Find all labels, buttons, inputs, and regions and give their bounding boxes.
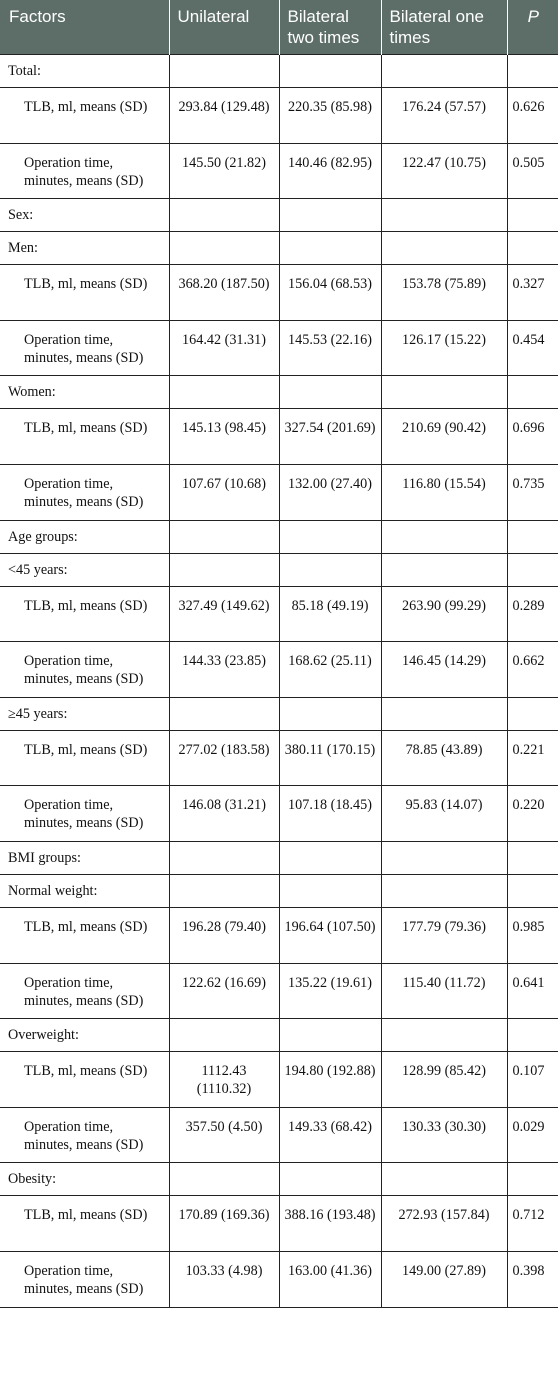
p-value-cell: 0.985 bbox=[507, 907, 558, 963]
p-value-cell: 0.398 bbox=[507, 1251, 558, 1307]
bilateral-one-cell: 95.83 (14.07) bbox=[381, 786, 507, 842]
bilateral-one-cell: 116.80 (15.54) bbox=[381, 464, 507, 520]
bilateral-two-cell bbox=[279, 697, 381, 730]
section-row bbox=[0, 199, 558, 232]
unilateral-cell bbox=[169, 376, 279, 409]
p-value-cell bbox=[507, 874, 558, 907]
p-value-cell bbox=[507, 841, 558, 874]
bilateral-two-cell bbox=[279, 376, 381, 409]
p-value-cell bbox=[507, 1163, 558, 1196]
section-label: Normal weight: bbox=[0, 874, 169, 907]
section-row bbox=[0, 553, 558, 586]
table-row bbox=[0, 907, 558, 963]
factor-label: TLB, ml, means (SD) bbox=[0, 1052, 169, 1108]
bilateral-one-cell bbox=[381, 376, 507, 409]
p-value-cell bbox=[507, 199, 558, 232]
factor-label: Operation time, minutes, means (SD) bbox=[0, 320, 169, 376]
bilateral-one-cell bbox=[381, 1163, 507, 1196]
bilateral-two-cell: 156.04 (68.53) bbox=[279, 265, 381, 321]
factor-label: TLB, ml, means (SD) bbox=[0, 586, 169, 642]
p-value-cell: 0.505 bbox=[507, 143, 558, 199]
p-value-cell: 0.712 bbox=[507, 1196, 558, 1252]
unilateral-cell: 144.33 (23.85) bbox=[169, 642, 279, 698]
unilateral-cell bbox=[169, 841, 279, 874]
section-row bbox=[0, 841, 558, 874]
bilateral-one-cell: 176.24 (57.57) bbox=[381, 88, 507, 144]
bilateral-two-cell: 140.46 (82.95) bbox=[279, 143, 381, 199]
table-row bbox=[0, 1251, 558, 1307]
bilateral-two-cell bbox=[279, 1163, 381, 1196]
header-unilateral: Unilateral bbox=[169, 0, 279, 55]
bilateral-two-cell: 85.18 (49.19) bbox=[279, 586, 381, 642]
unilateral-cell bbox=[169, 553, 279, 586]
unilateral-cell: 103.33 (4.98) bbox=[169, 1251, 279, 1307]
factor-label: Operation time, minutes, means (SD) bbox=[0, 143, 169, 199]
bilateral-two-cell bbox=[279, 1019, 381, 1052]
unilateral-cell: 107.67 (10.68) bbox=[169, 464, 279, 520]
p-value-cell bbox=[507, 1019, 558, 1052]
bilateral-two-cell: 145.53 (22.16) bbox=[279, 320, 381, 376]
table-row bbox=[0, 642, 558, 698]
table-row bbox=[0, 464, 558, 520]
bilateral-one-cell bbox=[381, 199, 507, 232]
bilateral-one-cell: 177.79 (79.36) bbox=[381, 907, 507, 963]
bilateral-two-cell: 196.64 (107.50) bbox=[279, 907, 381, 963]
unilateral-cell bbox=[169, 874, 279, 907]
p-value-cell bbox=[507, 697, 558, 730]
table-row bbox=[0, 1196, 558, 1252]
header-p-value: P bbox=[507, 0, 558, 55]
unilateral-cell: 1112.43 (1110.32) bbox=[169, 1052, 279, 1108]
header-bilateral-one-times: Bilateral one times bbox=[381, 0, 507, 55]
factor-label: Operation time, minutes, means (SD) bbox=[0, 1107, 169, 1163]
factor-label: TLB, ml, means (SD) bbox=[0, 730, 169, 786]
bilateral-two-cell: 107.18 (18.45) bbox=[279, 786, 381, 842]
section-label: Overweight: bbox=[0, 1019, 169, 1052]
bilateral-one-cell bbox=[381, 553, 507, 586]
bilateral-one-cell: 115.40 (11.72) bbox=[381, 963, 507, 1019]
unilateral-cell bbox=[169, 199, 279, 232]
factor-label: TLB, ml, means (SD) bbox=[0, 265, 169, 321]
bilateral-two-cell: 380.11 (170.15) bbox=[279, 730, 381, 786]
section-row bbox=[0, 874, 558, 907]
p-value-cell bbox=[507, 376, 558, 409]
unilateral-cell: 145.50 (21.82) bbox=[169, 143, 279, 199]
bilateral-two-cell bbox=[279, 55, 381, 88]
bilateral-one-cell: 272.93 (157.84) bbox=[381, 1196, 507, 1252]
bilateral-one-cell: 122.47 (10.75) bbox=[381, 143, 507, 199]
table-row bbox=[0, 1052, 558, 1108]
p-value-cell: 0.696 bbox=[507, 409, 558, 465]
factor-label: TLB, ml, means (SD) bbox=[0, 907, 169, 963]
unilateral-cell: 196.28 (79.40) bbox=[169, 907, 279, 963]
bilateral-one-cell: 153.78 (75.89) bbox=[381, 265, 507, 321]
p-value-cell: 0.641 bbox=[507, 963, 558, 1019]
bilateral-two-cell bbox=[279, 232, 381, 265]
bilateral-one-cell: 210.69 (90.42) bbox=[381, 409, 507, 465]
table-row bbox=[0, 409, 558, 465]
bilateral-two-cell: 220.35 (85.98) bbox=[279, 88, 381, 144]
bilateral-one-cell bbox=[381, 55, 507, 88]
unilateral-cell: 293.84 (129.48) bbox=[169, 88, 279, 144]
p-value-cell bbox=[507, 553, 558, 586]
bilateral-one-cell bbox=[381, 697, 507, 730]
bilateral-one-cell bbox=[381, 1019, 507, 1052]
unilateral-cell: 357.50 (4.50) bbox=[169, 1107, 279, 1163]
factor-label: Operation time, minutes, means (SD) bbox=[0, 786, 169, 842]
header-row bbox=[0, 0, 558, 55]
unilateral-cell bbox=[169, 1019, 279, 1052]
unilateral-cell bbox=[169, 232, 279, 265]
unilateral-cell: 368.20 (187.50) bbox=[169, 265, 279, 321]
section-row bbox=[0, 697, 558, 730]
section-row bbox=[0, 55, 558, 88]
bilateral-two-cell: 149.33 (68.42) bbox=[279, 1107, 381, 1163]
section-row bbox=[0, 1019, 558, 1052]
unilateral-cell: 327.49 (149.62) bbox=[169, 586, 279, 642]
bilateral-two-cell bbox=[279, 520, 381, 553]
section-label: BMI groups: bbox=[0, 841, 169, 874]
factor-label: TLB, ml, means (SD) bbox=[0, 1196, 169, 1252]
factor-label: TLB, ml, means (SD) bbox=[0, 409, 169, 465]
header-factors: Factors bbox=[0, 0, 169, 55]
bilateral-one-cell: 78.85 (43.89) bbox=[381, 730, 507, 786]
p-value-cell bbox=[507, 55, 558, 88]
p-value-cell: 0.289 bbox=[507, 586, 558, 642]
bilateral-two-cell: 194.80 (192.88) bbox=[279, 1052, 381, 1108]
bilateral-two-cell bbox=[279, 199, 381, 232]
unilateral-cell: 170.89 (169.36) bbox=[169, 1196, 279, 1252]
p-value-cell: 0.735 bbox=[507, 464, 558, 520]
unilateral-cell: 146.08 (31.21) bbox=[169, 786, 279, 842]
p-value-cell bbox=[507, 232, 558, 265]
bilateral-two-cell: 132.00 (27.40) bbox=[279, 464, 381, 520]
bilateral-two-cell: 163.00 (41.36) bbox=[279, 1251, 381, 1307]
bilateral-one-cell: 130.33 (30.30) bbox=[381, 1107, 507, 1163]
p-value-cell: 0.221 bbox=[507, 730, 558, 786]
bilateral-two-cell bbox=[279, 553, 381, 586]
p-value-cell: 0.029 bbox=[507, 1107, 558, 1163]
bilateral-one-cell: 128.99 (85.42) bbox=[381, 1052, 507, 1108]
unilateral-cell: 145.13 (98.45) bbox=[169, 409, 279, 465]
unilateral-cell: 122.62 (16.69) bbox=[169, 963, 279, 1019]
table-row bbox=[0, 786, 558, 842]
table-row bbox=[0, 88, 558, 144]
bilateral-two-cell: 388.16 (193.48) bbox=[279, 1196, 381, 1252]
bilateral-two-cell: 168.62 (25.11) bbox=[279, 642, 381, 698]
p-value-cell: 0.327 bbox=[507, 265, 558, 321]
unilateral-cell bbox=[169, 55, 279, 88]
bilateral-two-cell bbox=[279, 874, 381, 907]
table-row bbox=[0, 1107, 558, 1163]
table-row bbox=[0, 730, 558, 786]
p-value-cell: 0.454 bbox=[507, 320, 558, 376]
section-label: Age groups: bbox=[0, 520, 169, 553]
section-label: Total: bbox=[0, 55, 169, 88]
bilateral-one-cell: 263.90 (99.29) bbox=[381, 586, 507, 642]
unilateral-cell bbox=[169, 1163, 279, 1196]
factor-label: Operation time, minutes, means (SD) bbox=[0, 464, 169, 520]
header-bilateral-two-times: Bilateral two times bbox=[279, 0, 381, 55]
section-row bbox=[0, 376, 558, 409]
section-label: Obesity: bbox=[0, 1163, 169, 1196]
bilateral-two-cell: 135.22 (19.61) bbox=[279, 963, 381, 1019]
p-value-cell bbox=[507, 520, 558, 553]
bilateral-one-cell: 146.45 (14.29) bbox=[381, 642, 507, 698]
p-value-cell: 0.662 bbox=[507, 642, 558, 698]
table-row bbox=[0, 320, 558, 376]
table-row bbox=[0, 143, 558, 199]
unilateral-cell: 164.42 (31.31) bbox=[169, 320, 279, 376]
section-row bbox=[0, 232, 558, 265]
section-row bbox=[0, 520, 558, 553]
bilateral-one-cell bbox=[381, 841, 507, 874]
bilateral-one-cell: 126.17 (15.22) bbox=[381, 320, 507, 376]
bilateral-one-cell: 149.00 (27.89) bbox=[381, 1251, 507, 1307]
section-label: <45 years: bbox=[0, 553, 169, 586]
unilateral-cell: 277.02 (183.58) bbox=[169, 730, 279, 786]
section-label: ≥45 years: bbox=[0, 697, 169, 730]
unilateral-cell bbox=[169, 520, 279, 553]
bilateral-one-cell bbox=[381, 232, 507, 265]
p-value-cell: 0.626 bbox=[507, 88, 558, 144]
bilateral-two-cell: 327.54 (201.69) bbox=[279, 409, 381, 465]
table-row bbox=[0, 963, 558, 1019]
bilateral-one-cell bbox=[381, 874, 507, 907]
table-row bbox=[0, 265, 558, 321]
factor-label: Operation time, minutes, means (SD) bbox=[0, 963, 169, 1019]
p-value-cell: 0.107 bbox=[507, 1052, 558, 1108]
bilateral-two-cell bbox=[279, 841, 381, 874]
section-label: Men: bbox=[0, 232, 169, 265]
factor-label: TLB, ml, means (SD) bbox=[0, 88, 169, 144]
bilateral-one-cell bbox=[381, 520, 507, 553]
unilateral-cell bbox=[169, 697, 279, 730]
section-row bbox=[0, 1163, 558, 1196]
p-value-cell: 0.220 bbox=[507, 786, 558, 842]
table-row bbox=[0, 586, 558, 642]
factor-label: Operation time, minutes, means (SD) bbox=[0, 1251, 169, 1307]
section-label: Women: bbox=[0, 376, 169, 409]
factor-label: Operation time, minutes, means (SD) bbox=[0, 642, 169, 698]
section-label: Sex: bbox=[0, 199, 169, 232]
